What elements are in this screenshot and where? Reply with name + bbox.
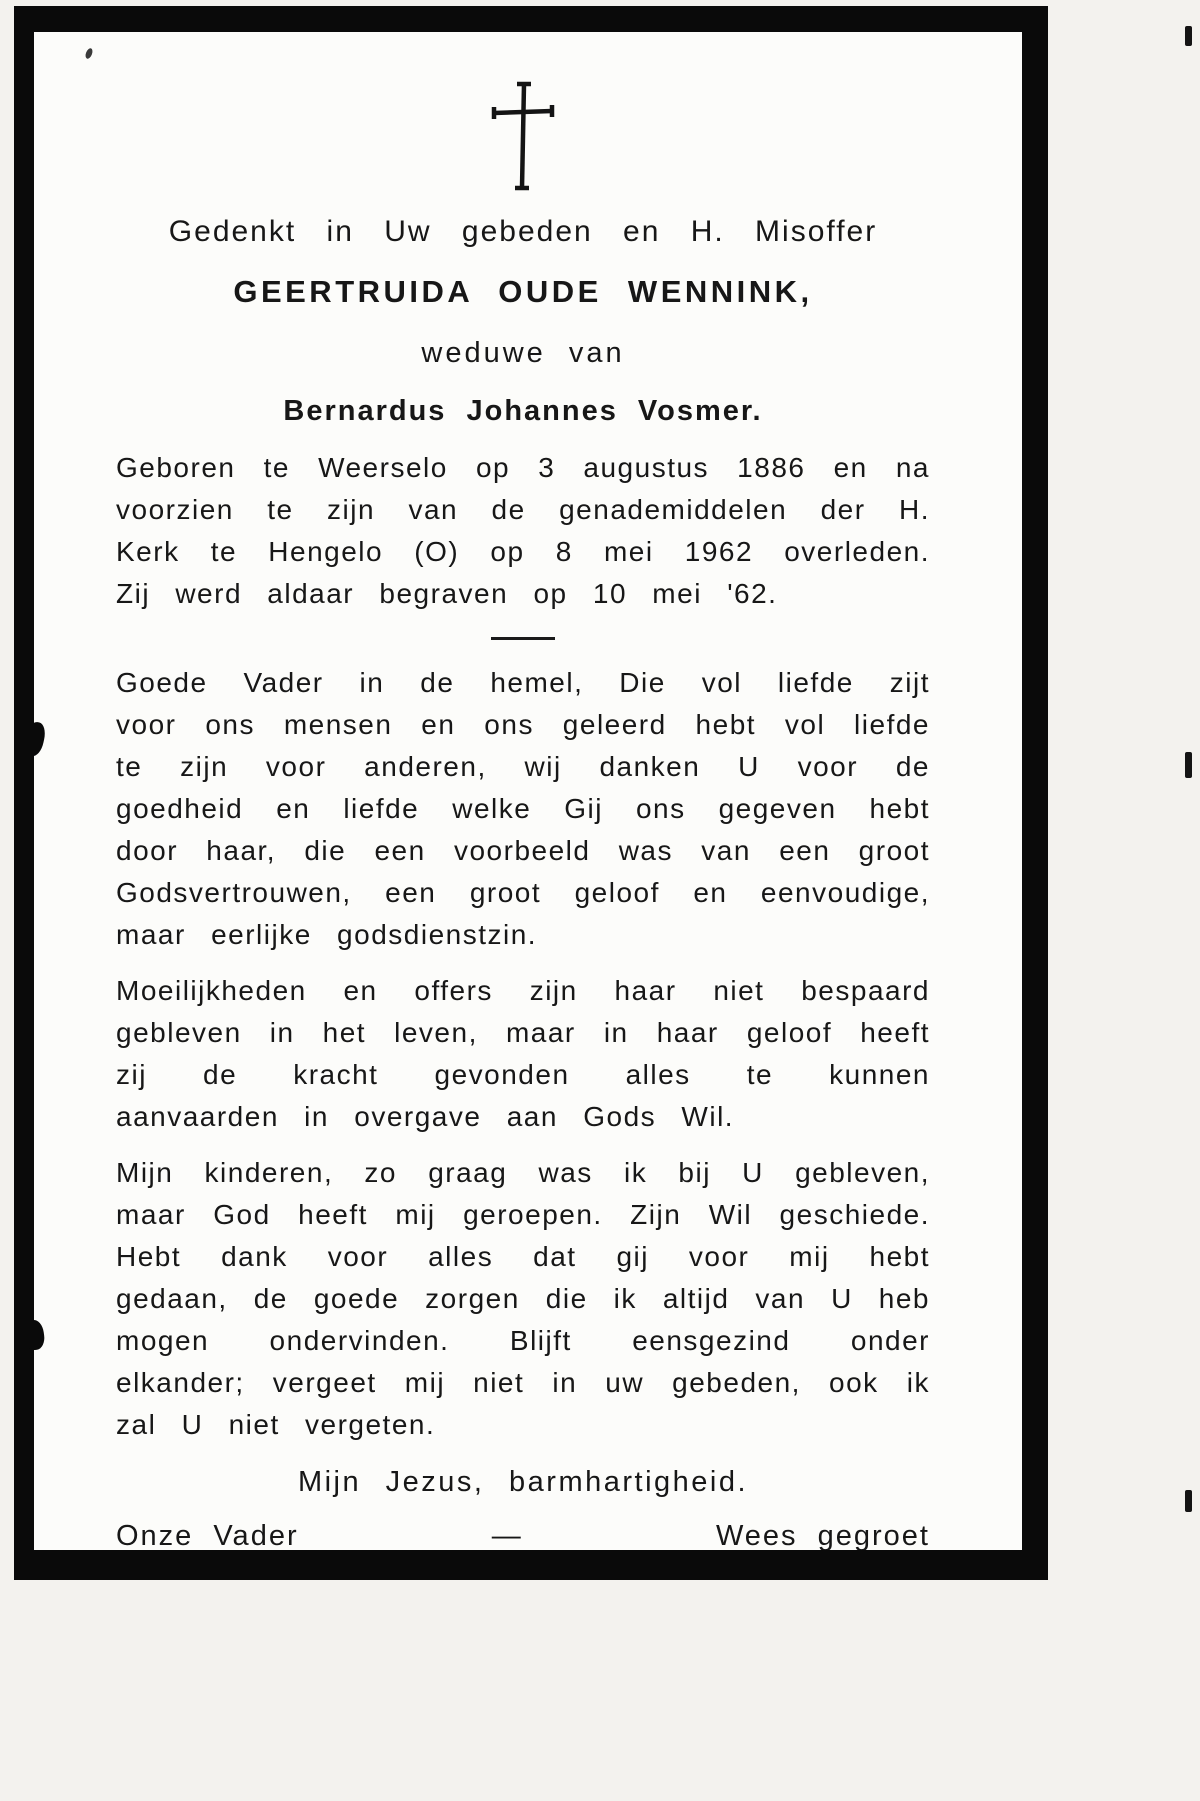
prayer-wees-gegroet: Wees gegroet (715, 1520, 930, 1550)
widow-of-label: weduwe van (421, 337, 625, 369)
scan-edge-mark-1 (1185, 26, 1192, 46)
prayer-paragraph-2: Moeilijkheden en offers zijn haar niet bespaard gebleven in het leven, maar in haar geloof heeft zij de kracht gevonden alles te kunnen aanvaarden in overgave aan Gods Wil. (116, 975, 930, 1132)
closing-line: Mijn Jezus, barmhartigheid. (297, 1466, 749, 1498)
scan-edge-mark-3 (1185, 1490, 1192, 1512)
cross-wrap (116, 80, 930, 197)
section-divider (491, 637, 555, 640)
intro-line: Gedenkt in Uw gebeden en H. Misoffer (168, 215, 878, 248)
deceased-name: GEERTRUIDA OUDE WENNINK, (233, 274, 813, 309)
footer-separator: — (491, 1520, 523, 1550)
prayer-paragraph-3: Mijn kinderen, zo graag was ik bij U gebleven, maar God heeft mij geroepen. Zijn Wil geschiede. Hebt dank voor alles dat gij voor mij hebt gedaan, de goede zorgen die ik altijd van U heb mogen ondervinden. Blijft eensgezind onder elkander; vergeet mij niet in uw gebeden, ook ik zal U niet vergeten. (116, 1157, 930, 1440)
prayer-onze-vader: Onze Vader (116, 1520, 299, 1550)
prayer-paragraph-1: Goede Vader in de hemel, Die vol liefde zijt voor ons mensen en ons geleerd hebt vol liefde te zijn voor anderen, wij danken U voor de goedheid en liefde welke Gij ons gegeven hebt door haar, die een voorbeeld was van een groot Godsvertrouwen, een groot geloof en eenvoudige, maar eerlijke godsdienstzin. (116, 667, 930, 950)
scan-speck (84, 47, 94, 59)
paper (34, 32, 1022, 1550)
scan-edge-mark-2 (1185, 752, 1192, 778)
spouse-name: Bernardus Johannes Vosmer. (283, 395, 763, 427)
memorial-card (14, 6, 1048, 1580)
cross-icon (481, 80, 565, 192)
biography-text: Geboren te Weerselo op 3 augustus 1886 en na voorzien te zijn van de genademiddelen der H. Kerk te Hengelo (O) op 8 mei 1962 overleden. Zij werd aldaar begraven op 10 mei '62. (116, 452, 930, 609)
footer-prayers (116, 1520, 930, 1550)
